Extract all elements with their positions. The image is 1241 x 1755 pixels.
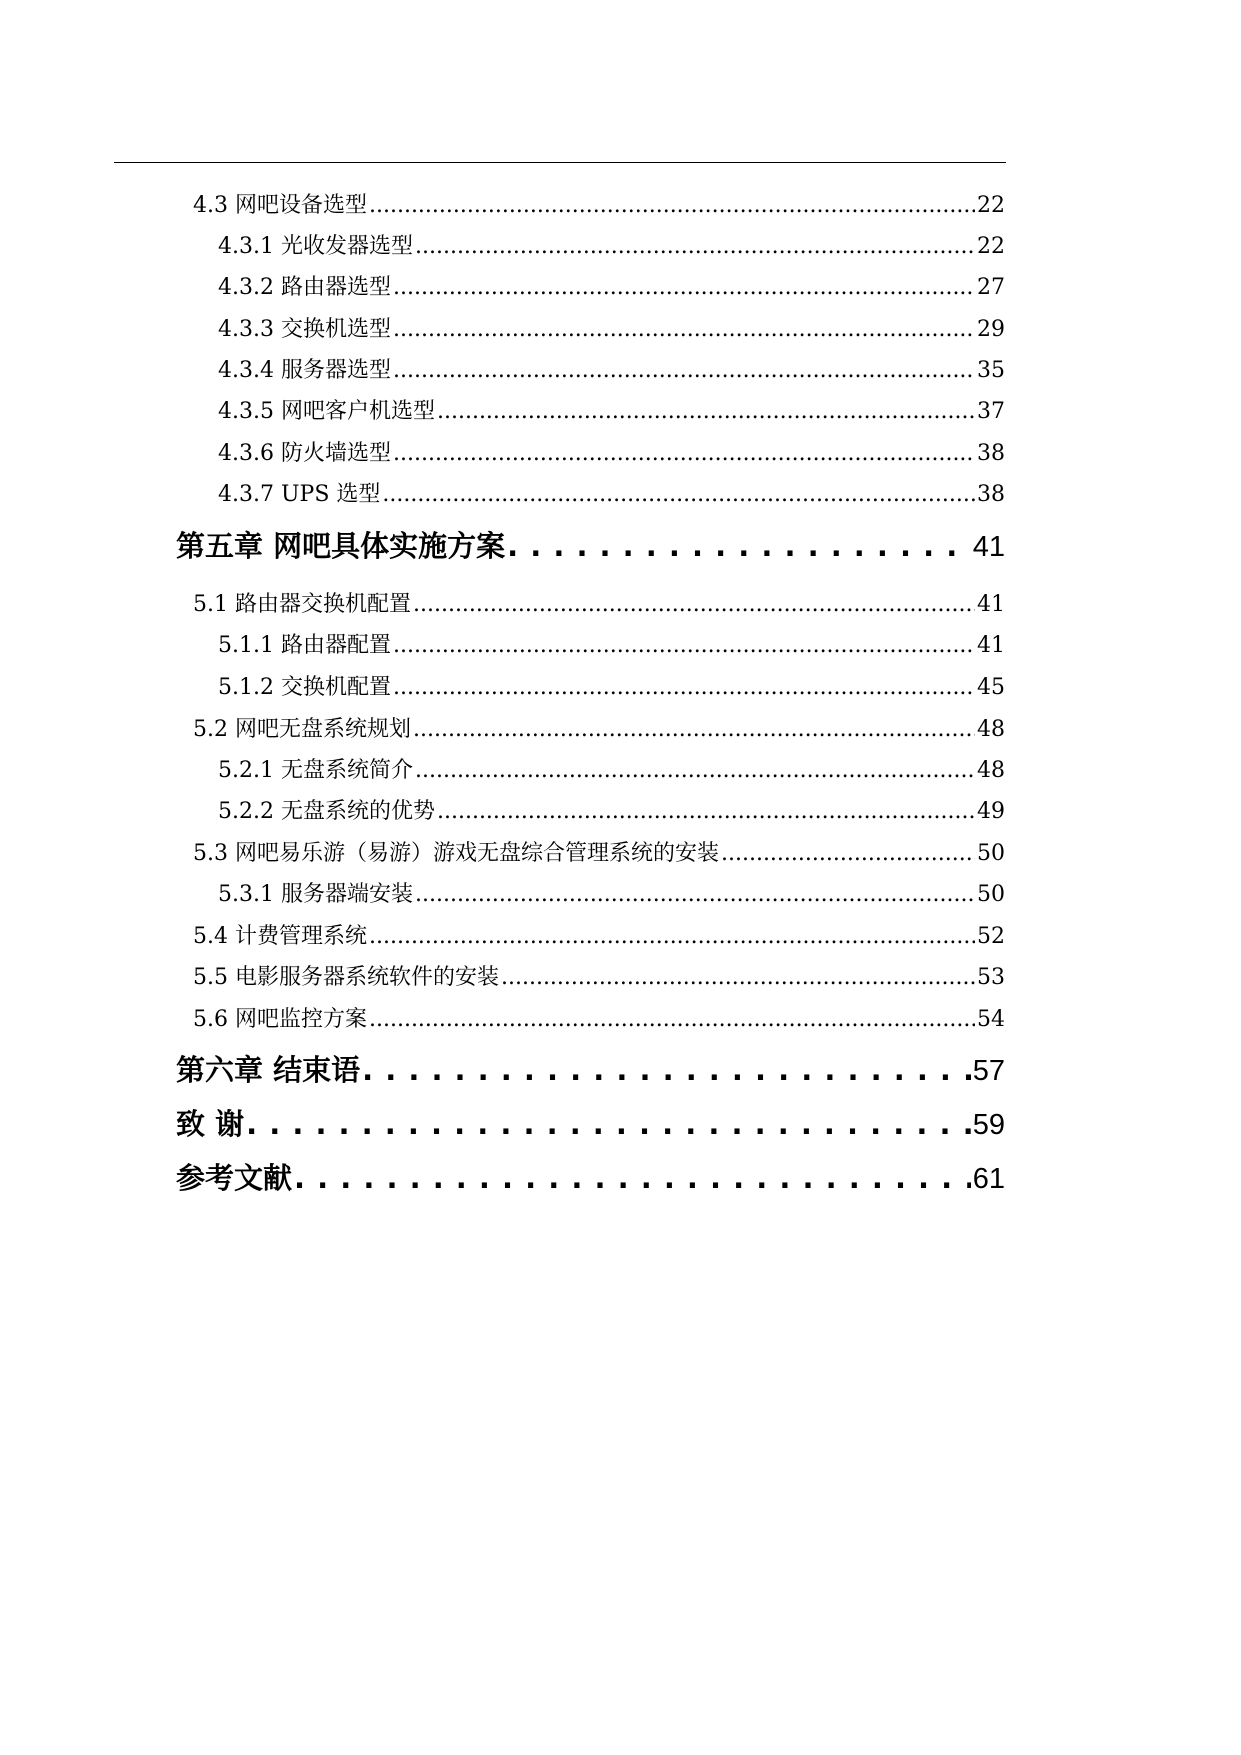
toc-entry-label: 4.3.7 UPS 选型 [218, 482, 381, 507]
toc-entry[interactable] [218, 670, 1005, 701]
dot-leader [382, 482, 975, 507]
toc-chapter-entry[interactable] [176, 524, 1005, 565]
toc-chapter-entry[interactable] [176, 1102, 1005, 1143]
dot-leader [415, 758, 975, 783]
toc-entry[interactable] [218, 877, 1005, 908]
dot-leader [246, 1107, 971, 1141]
toc-chapter-entry[interactable] [176, 1048, 1005, 1089]
toc-entry[interactable] [218, 270, 1005, 301]
dot-leader [369, 924, 975, 949]
toc-entry-label: 5.1.2 交换机配置 [218, 675, 391, 700]
dot-leader [393, 275, 975, 300]
toc-entry[interactable] [193, 919, 1005, 950]
toc-entry[interactable] [193, 960, 1005, 991]
toc-entry-label: 致 谢 [176, 1107, 245, 1141]
dot-leader [437, 799, 975, 824]
toc-entry-page: 41 [977, 592, 1005, 617]
toc-entry[interactable] [218, 794, 1005, 825]
dot-leader [413, 592, 975, 617]
toc-entry-label: 4.3.6 防火墙选型 [218, 441, 391, 466]
dot-leader [721, 841, 975, 866]
dot-leader [294, 1161, 971, 1195]
toc-entry-label: 第六章 结束语 [176, 1053, 361, 1087]
toc-entry[interactable] [218, 353, 1005, 384]
toc-entry[interactable] [218, 229, 1005, 260]
dot-leader [415, 882, 975, 907]
dot-leader [393, 633, 975, 658]
toc-entry-label: 4.3.2 路由器选型 [218, 275, 391, 300]
toc-entry[interactable] [218, 628, 1005, 659]
dot-leader [413, 717, 975, 742]
toc-entry[interactable] [218, 394, 1005, 425]
dot-leader [507, 529, 971, 563]
toc-entry-page: 54 [977, 1007, 1005, 1032]
toc-entry-page: 29 [977, 317, 1005, 342]
toc-entry-page: 59 [972, 1109, 1005, 1141]
toc-entry-page: 48 [977, 758, 1005, 783]
toc-entry-label: 4.3.3 交换机选型 [218, 317, 391, 342]
dot-leader [501, 965, 975, 990]
dot-leader [437, 399, 975, 424]
toc-entry[interactable] [193, 1002, 1005, 1033]
toc-entry[interactable] [218, 477, 1005, 508]
toc-entry-label: 5.2.2 无盘系统的优势 [218, 799, 435, 824]
dot-leader [393, 358, 975, 383]
toc-entry[interactable] [218, 436, 1005, 467]
toc-entry-page: 49 [977, 799, 1005, 824]
toc-chapter-entry[interactable] [176, 1156, 1005, 1197]
dot-leader [415, 234, 975, 259]
toc-entry-page: 22 [977, 193, 1005, 218]
toc-entry-label: 5.2 网吧无盘系统规划 [193, 717, 411, 742]
toc-entry-page: 53 [977, 965, 1005, 990]
toc-entry-page: 41 [972, 531, 1005, 563]
dot-leader [362, 1053, 971, 1087]
toc-entry[interactable] [218, 753, 1005, 784]
toc-entry-page: 38 [977, 482, 1005, 507]
toc-entry-label: 4.3.1 光收发器选型 [218, 234, 413, 259]
toc-entry-page: 38 [977, 441, 1005, 466]
toc-entry-label: 5.6 网吧监控方案 [193, 1007, 367, 1032]
toc-entry-label: 4.3.5 网吧客户机选型 [218, 399, 435, 424]
toc-entry[interactable] [193, 188, 1005, 219]
toc-entry-label: 参考文献 [176, 1161, 293, 1195]
toc-entry-label: 第五章 网吧具体实施方案 [176, 529, 506, 563]
toc-entry-page: 61 [972, 1163, 1005, 1195]
toc-entry-page: 50 [977, 841, 1005, 866]
toc-entry-label: 5.2.1 无盘系统简介 [218, 758, 413, 783]
toc-entry-label: 5.5 电影服务器系统软件的安装 [193, 965, 499, 990]
dot-leader [393, 675, 975, 700]
toc-entry-label: 4.3.4 服务器选型 [218, 358, 391, 383]
toc-entry-page: 27 [977, 275, 1005, 300]
toc-entry-page: 41 [977, 633, 1005, 658]
toc-entry-page: 37 [977, 399, 1005, 424]
dot-leader [369, 193, 975, 218]
toc-entry[interactable] [193, 587, 1005, 618]
toc-entry-label: 5.4 计费管理系统 [193, 924, 367, 949]
toc-entry-label: 5.3.1 服务器端安装 [218, 882, 413, 907]
toc-entry-label: 4.3 网吧设备选型 [193, 193, 367, 218]
dot-leader [369, 1007, 975, 1032]
toc-entry-page: 35 [977, 358, 1005, 383]
toc-entry-label: 5.1 路由器交换机配置 [193, 592, 411, 617]
toc-entry-page: 45 [977, 675, 1005, 700]
toc-entry-page: 48 [977, 717, 1005, 742]
dot-leader [393, 317, 975, 342]
toc-entry[interactable] [193, 712, 1005, 743]
toc-entry[interactable] [218, 312, 1005, 343]
toc-entry-page: 57 [972, 1055, 1005, 1087]
toc-entry-label: 5.3 网吧易乐游（易游）游戏无盘综合管理系统的安装 [193, 841, 719, 866]
toc-entry[interactable] [193, 836, 1005, 867]
toc-entry-page: 52 [977, 924, 1005, 949]
dot-leader [393, 441, 975, 466]
toc-entry-page: 22 [977, 234, 1005, 259]
toc-entry-label: 5.1.1 路由器配置 [218, 633, 391, 658]
toc-entry-page: 50 [977, 882, 1005, 907]
